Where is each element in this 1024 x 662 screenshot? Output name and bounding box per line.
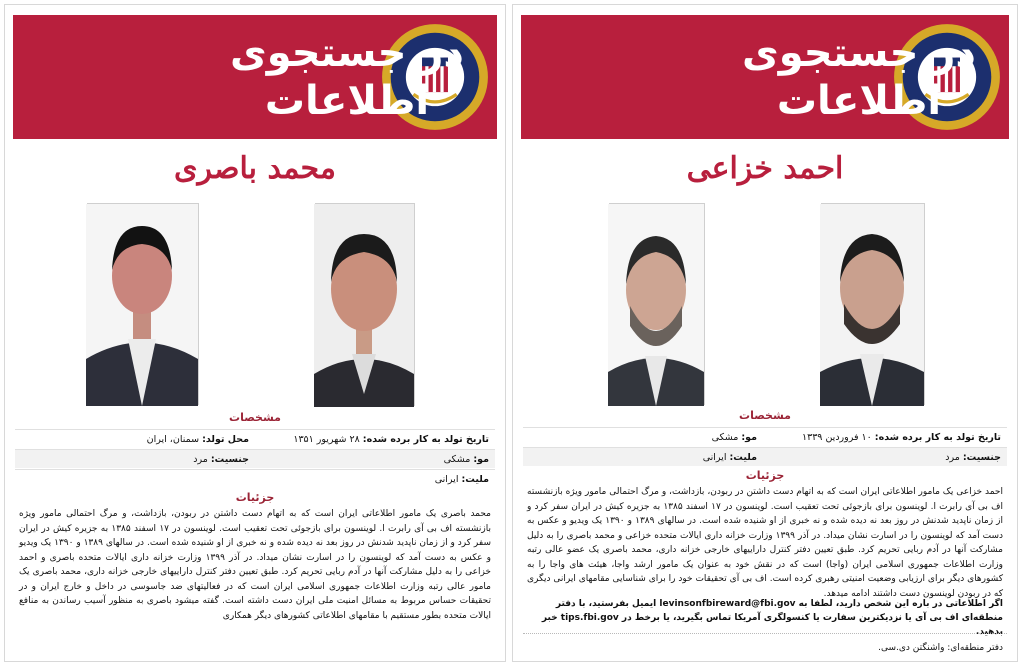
- dob-label: تاریخ تولد به کار برده شده:: [362, 434, 489, 445]
- sex-label: جنسیت:: [962, 452, 1001, 463]
- birthplace-label: محل تولد:: [202, 434, 249, 445]
- field-row-1: [15, 429, 495, 448]
- wanted-poster-basseri: [4, 4, 506, 662]
- hair-label: مو:: [473, 454, 489, 465]
- birthplace-value: سمنان، ایران: [146, 434, 200, 445]
- details-heading: جزئیات: [745, 469, 785, 482]
- hair-value: مشکی: [443, 454, 471, 465]
- details-heading: جزئیات: [235, 491, 275, 504]
- sex-label: جنسیت:: [210, 454, 249, 465]
- details-text: احمد خزاعی یک مامور اطلاعاتی ایران است که به اتهام دست داشتن در ربودن، بازداشت، و مرگ احتمالی مامور ویژه بازنشسته اف بی آی رابرت ا. لوینسون برای بازجوئی تحت تعقیب است. لوینسون در ۱۷ اسفند ۱۳۸۵ به جزیره کیش در ایران سفر کرد و از زمان ناپدید شدنش در روز بعد نه دیده شده و نه خبری از او شنیده شده است. در سالهای ۱۳۸۹ و ۱۳۹۰ یک ویدیو و عکس به دست آمد که لوینسون را در اسارت نشان میداد. در آذر ۱۳۹۹ وزارت خزانه داری ایالات متحده خزاعی و محمد باصری را به دلیل مشارکت آنها در آدم ربایی تحریم کرد. طبق تعیین دفتر کنترل داراییهای خارجی خزانه داری، محمد باصری یک عضو عالی رتبه وزارت اطلاعات جمهوری اسلامی ایران (واجا) است که در نقش خود به عنوان یک مامور ارشد واجا، هیئت های واجا را به کشورهای دیگر برای ارزیابی وضعیت امنیتی رهبری کرده است. اف بی آی تحقیقات خود را برای شناسایی مقامهای ایرانی دیگری که در ربودن لوینسون دست داشتند ادامه میدهد.: [527, 487, 1004, 599]
- subject-photo-1: [821, 203, 925, 405]
- field-row-1: [523, 427, 1007, 446]
- banner-title: [197, 29, 497, 125]
- field-row-2: [523, 447, 1007, 466]
- sex-value: مرد: [945, 452, 960, 463]
- banner-line-2: اطلاعات: [264, 78, 430, 124]
- field-row-2: [15, 449, 495, 468]
- banner-title: [709, 29, 1009, 125]
- features-heading: مشخصات: [739, 409, 791, 422]
- field-office-text: دفتر منطقه‌ای: واشنگتن دی.سی.: [878, 643, 1003, 653]
- field-row-3: [15, 469, 495, 488]
- dob-label: تاریخ تولد به کار برده شده:: [874, 432, 1001, 443]
- sex-value: مرد: [193, 454, 208, 465]
- banner-line-2: اطلاعات: [776, 78, 942, 124]
- divider: [523, 633, 1007, 634]
- contact-text: اگر اطلاعاتی در باره این شخص دارید، لطفا به levinsonfbireward@fbi.gov ایمیل بفرستید، با دفتر منطقه‌ای اف بی آی یا نزدیکترین سفارت یا کنسولگری آمریکا تماس بگیرید، یا برخط در tips.fbi.gov خبر بدهید.: [541, 599, 1003, 637]
- subject-photo-2: [87, 203, 199, 405]
- features-heading: مشخصات: [229, 411, 281, 424]
- nationality-value: ایرانی: [702, 452, 727, 463]
- poster-banner: [521, 15, 1009, 139]
- subject-name: احمد خزاعی: [686, 151, 844, 186]
- banner-line-1: در جستجوی: [230, 30, 464, 76]
- subject-photo-1: [315, 203, 415, 406]
- banner-line-1: در جستجوی: [742, 30, 976, 76]
- poster-banner: [13, 15, 497, 139]
- subject-name: محمد باصری: [174, 151, 336, 186]
- hair-value: مشکی: [711, 432, 739, 443]
- hair-label: مو:: [741, 432, 757, 443]
- nationality-value: ایرانی: [434, 474, 459, 485]
- subject-photo-2: [609, 203, 705, 405]
- dob-value: ۱۰ فروردین ۱۳۳۹: [802, 432, 872, 443]
- dob-value: ۲۸ شهریور ۱۳۵۱: [293, 434, 360, 445]
- nationality-label: ملیت:: [729, 452, 757, 463]
- details-text: محمد باصری یک مامور اطلاعاتی ایران است که به اتهام دست داشتن در ربودن، بازداشت، و مرگ احتمالی مامور ویژه بازنشسته اف بی آی رابرت ا. لوینسون برای بازجوئی تحت تعقیب است. لوینسون در ۱۷ اسفند ۱۳۸۵ به جزیره کیش در ایران سفر کرد و از زمان ناپدید شدنش در روز بعد نه دیده شده و نه خبری از او شنیده شده است. در سالهای ۱۳۸۹ و ۱۳۹۰ یک ویدیو و عکس به دست آمد که لوینسون را در اسارت نشان میداد. در آذر ۱۳۹۹ وزارت خزانه داری ایالات متحده باصری و احمد خزاعی را به دلیل مشارکت آنها در آدم ربایی تحریم کرد. طبق تعیین دفتر کنترل داراییهای خارجی خزانه داری، محمد باصری یک مامور عالی رتبه وزارت اطلاعات جمهوری اسلامی ایران است که در فعالیتهای ضد جاسوسی در داخل و خارج ایران و در تحقیقات حساس مربوط به مسائل امنیت ملی ایران دست داشته است. گفته میشود باصری به منظور آسیب رساندن به منافع ایالات متحده بطور مستقیم با مقامهای اطلاعاتی کشورهای دیگر همکاری: [19, 509, 492, 621]
- nationality-label: ملیت:: [461, 474, 489, 485]
- wanted-poster-khazai: [512, 4, 1018, 662]
